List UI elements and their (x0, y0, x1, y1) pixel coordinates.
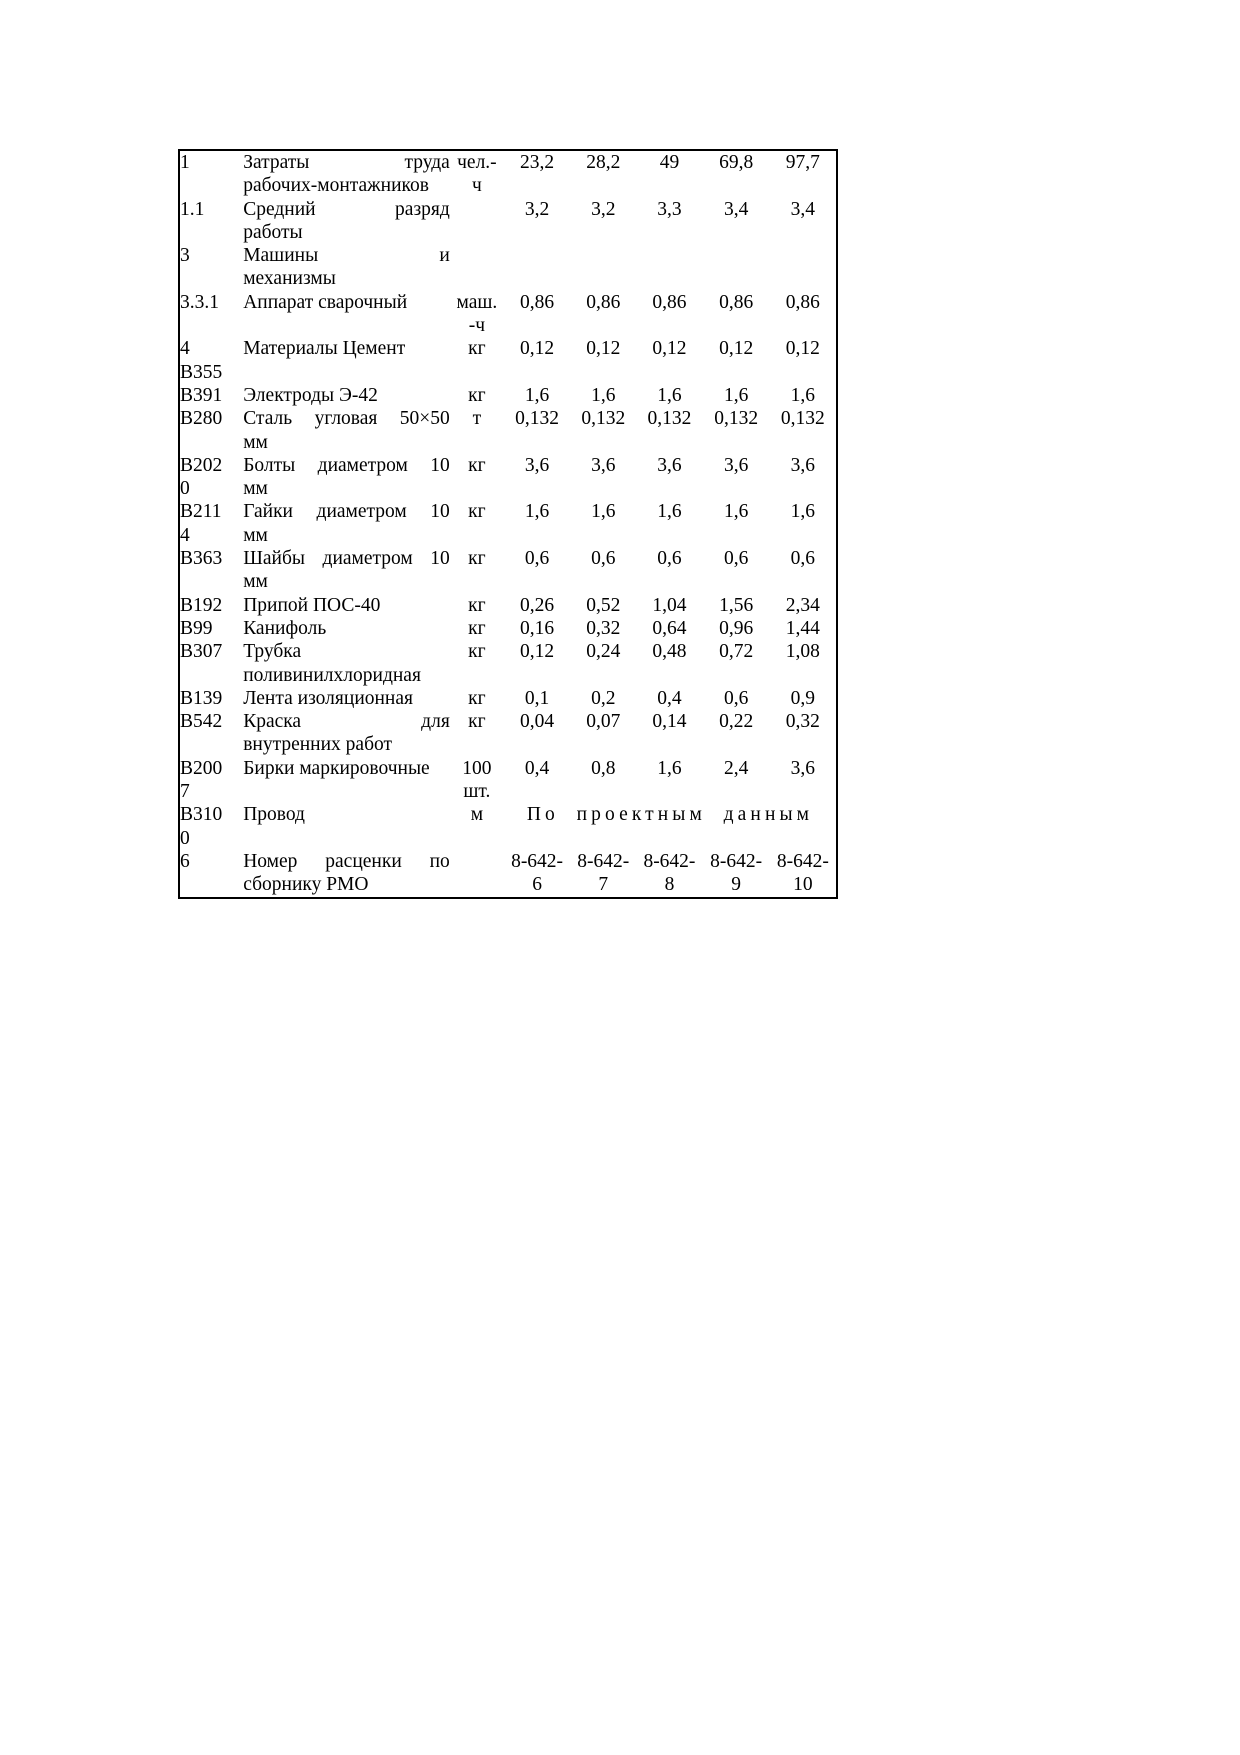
row-value-cell: 3,6 (591, 454, 616, 476)
row-value-cell: 0,12 (719, 338, 754, 360)
row-value-cell: 0,132 (714, 408, 759, 430)
row-value-cell: 0,14 (652, 711, 687, 733)
name-line: Номер расценки по (243, 850, 450, 872)
row-unit-cell: чел.- ч (457, 152, 497, 197)
row-value-cell: 0,72 (719, 641, 754, 663)
row-code-cell: В202 0 (180, 454, 223, 500)
row-value-cell: 2,34 (785, 594, 820, 616)
row-value-cell: 1,6 (790, 501, 816, 523)
table-row (179, 710, 837, 757)
row-value-cell: 0,6 (790, 548, 816, 570)
name-line: мм (243, 431, 268, 453)
row-value-cell: 1,6 (657, 757, 682, 779)
row-value-cell: 1,6 (591, 501, 616, 523)
row-name-cell (243, 291, 450, 338)
table-row (179, 244, 837, 291)
row-value-cell: 1,04 (652, 594, 687, 616)
row-unit-cell: т (472, 408, 482, 430)
row-value-cell: 0,6 (723, 548, 749, 570)
name-line: Электроды Э-42 (243, 384, 378, 406)
row-name-cell (243, 150, 450, 198)
row-value-cell: 8-642- 10 (776, 850, 829, 896)
row-value-cell: 0,6 (657, 548, 682, 570)
row-value-cell: 0,12 (520, 641, 555, 663)
row-value-cell: 49 (659, 152, 680, 173)
row-value-cell: 69,8 (719, 152, 754, 173)
name-line: работы (243, 221, 303, 243)
row-value-cell (570, 244, 636, 291)
table-row (179, 757, 837, 804)
row-value-cell: 97,7 (785, 152, 820, 173)
name-line: Материалы Цемент (243, 338, 406, 360)
row-unit-cell: кг (468, 384, 486, 406)
row-unit-cell: маш. -ч (456, 291, 498, 337)
row-unit-cell: кг (468, 641, 486, 663)
row-value-cell: 3,3 (657, 198, 682, 220)
row-value-cell (636, 244, 702, 291)
row-unit-cell: кг (468, 501, 486, 523)
row-name-cell (243, 687, 450, 710)
row-value-cell: 2,4 (723, 757, 749, 779)
name-line: Гайки диаметром 10 (243, 501, 450, 523)
name-line: Краска для (243, 711, 450, 733)
name-line: поливинилхлоридная (243, 664, 421, 686)
row-value-cell: 0,64 (652, 617, 687, 639)
row-value-cell: 0,96 (719, 617, 754, 639)
row-value-cell: 3,2 (591, 198, 616, 220)
row-code-cell: 3.3.1 (180, 291, 219, 313)
row-value-cell: 0,86 (520, 291, 555, 313)
row-unit-cell: 100 шт. (462, 757, 492, 803)
row-value-cell: 3,6 (790, 757, 816, 779)
name-line: Трубка (243, 641, 302, 663)
row-value-cell: 0,32 (586, 617, 621, 639)
row-value-cell: 0,07 (586, 711, 621, 733)
row-value-cell: 0,22 (719, 711, 754, 733)
row-code-cell: В310 0 (180, 804, 223, 849)
table-row (179, 617, 837, 640)
row-value-cell: 0,48 (652, 641, 687, 663)
row-value-cell: 0,86 (719, 291, 754, 313)
row-value-cell: 1,6 (524, 501, 550, 523)
row-value-cell: 0,86 (785, 291, 820, 313)
table-row (179, 803, 837, 850)
row-name-cell (243, 454, 450, 501)
row-name-cell (243, 198, 450, 245)
table-row (179, 150, 837, 198)
name-line: мм (243, 571, 268, 593)
row-value-cell: 3,4 (790, 198, 816, 220)
row-value-cell: 0,6 (524, 548, 550, 570)
row-value-cell: 8-642- 7 (577, 850, 630, 896)
table-row (179, 640, 837, 687)
table-row (179, 454, 837, 501)
row-value-cell: 3,6 (723, 454, 749, 476)
row-name-cell (243, 384, 450, 407)
row-value-cell: 0,16 (520, 617, 555, 639)
table-row (179, 687, 837, 710)
row-value-cell: 0,32 (785, 711, 820, 733)
row-name-cell (243, 547, 450, 594)
row-value-cell: 8-642- 6 (511, 850, 564, 896)
row-value-cell: 28,2 (586, 152, 621, 173)
name-line: механизмы (243, 268, 336, 290)
row-value-cell: 0,4 (657, 687, 682, 709)
table-row (179, 337, 837, 384)
row-name-cell (243, 757, 450, 804)
row-value-cell: 0,132 (647, 408, 692, 430)
row-value-cell: 23,2 (520, 152, 555, 173)
row-value-cell: 0,132 (581, 408, 626, 430)
row-code-cell: В280 (180, 408, 223, 430)
row-unit-cell: м (470, 804, 484, 826)
row-unit-cell: кг (468, 687, 486, 709)
row-value-cell: 3,6 (524, 454, 550, 476)
row-value-cell: 8-642- 8 (643, 850, 696, 896)
row-name-cell (243, 337, 450, 384)
row-value-cell: 0,86 (652, 291, 687, 313)
name-line: Лента изоляционная (243, 687, 413, 709)
row-value-cell: 3,2 (524, 198, 550, 220)
row-value-cell: 0,12 (652, 338, 687, 360)
row-code-cell: В391 (180, 384, 223, 406)
row-code-cell: В307 (180, 641, 223, 663)
row-name-cell (243, 710, 450, 757)
row-unit-cell: кг (468, 617, 486, 639)
name-line: мм (243, 478, 268, 500)
row-code-cell: 3 (180, 245, 190, 267)
row-unit-cell (450, 850, 504, 898)
row-value-cell: 1,6 (790, 384, 816, 406)
row-value-cell: 3,4 (723, 198, 749, 220)
row-unit-cell: кг (468, 548, 486, 570)
name-line: рабочих-монтажников (243, 175, 429, 197)
table-row (179, 500, 837, 547)
row-name-cell (243, 803, 450, 850)
row-value-cell: 1,44 (785, 617, 820, 639)
row-value-cell: 0,12 (785, 338, 820, 360)
row-value-cell: 0,4 (524, 757, 550, 779)
row-value-cell: 1,6 (723, 384, 749, 406)
row-value-cell (504, 244, 570, 291)
row-value-cell: 0,132 (780, 408, 825, 430)
row-value-cell: 3,6 (790, 454, 816, 476)
row-code-cell: 1 (180, 152, 190, 173)
row-value-cell: 0,24 (586, 641, 621, 663)
row-value-cell: 1,6 (591, 384, 616, 406)
row-code-cell: В542 (180, 711, 223, 733)
name-line: внутренних работ (243, 734, 393, 756)
row-code-cell: В200 7 (180, 757, 223, 803)
name-line: сборнику РМО (243, 874, 369, 896)
table-row (179, 291, 837, 338)
row-value-cell: 1,6 (524, 384, 550, 406)
row-name-cell (243, 850, 450, 898)
row-value-cell: 3,6 (657, 454, 682, 476)
row-name-cell (243, 640, 450, 687)
estimate-table (178, 149, 838, 899)
row-span-value-cell: По проектным данным (526, 804, 814, 826)
table-row (179, 850, 837, 898)
row-value-cell: 0,132 (515, 408, 559, 430)
row-value-cell (703, 244, 770, 291)
row-value-cell: 1,08 (785, 641, 820, 663)
row-value-cell: 1,6 (723, 501, 749, 523)
row-value-cell: 0,2 (591, 687, 616, 709)
row-value-cell: 0,04 (520, 711, 555, 733)
row-name-cell (243, 500, 450, 547)
row-unit-cell (450, 244, 504, 291)
name-line: Аппарат сварочный (243, 291, 408, 313)
row-value-cell: 0,1 (524, 687, 550, 709)
row-name-cell (243, 617, 450, 640)
table-row (179, 384, 837, 407)
row-unit-cell (450, 198, 504, 245)
row-code-cell: 6 (180, 850, 190, 872)
row-value-cell: 0,6 (723, 687, 749, 709)
row-value-cell: 0,6 (591, 548, 616, 570)
name-line: мм (243, 524, 268, 546)
row-code-cell: В139 (180, 687, 223, 709)
row-value-cell: 0,12 (520, 338, 555, 360)
table-row (179, 547, 837, 594)
name-line: Провод (243, 804, 305, 826)
row-value-cell: 1,6 (657, 501, 682, 523)
row-unit-cell: кг (468, 454, 486, 476)
row-value-cell: 1,56 (719, 594, 754, 616)
row-code-cell: В99 (180, 617, 213, 639)
row-value-cell: 1,6 (657, 384, 682, 406)
row-name-cell (243, 594, 450, 617)
name-line: Канифоль (243, 617, 327, 639)
row-value-cell (770, 244, 837, 291)
table-row (179, 407, 837, 454)
row-unit-cell: кг (468, 711, 486, 733)
row-code-cell: 4 В355 (180, 338, 223, 383)
name-line: Припой ПОС-40 (243, 594, 381, 616)
row-code-cell: В192 (180, 594, 223, 616)
name-line: Машины и (243, 245, 450, 267)
name-line: Бирки маркировочные (243, 757, 430, 779)
row-value-cell: 0,12 (586, 338, 621, 360)
row-value-cell: 0,26 (520, 594, 555, 616)
estimate-table-body (179, 150, 837, 898)
row-code-cell: 1.1 (180, 198, 205, 220)
row-value-cell: 0,9 (790, 687, 816, 709)
table-row (179, 594, 837, 617)
name-line: Сталь угловая 50×50 (243, 408, 450, 430)
row-code-cell: В211 4 (180, 501, 222, 546)
row-value-cell: 0,52 (586, 594, 621, 616)
table-row (179, 198, 837, 245)
row-unit-cell: кг (468, 338, 486, 360)
row-name-cell (243, 244, 450, 291)
name-line: Средний разряд (243, 198, 450, 220)
name-line: Затраты труда (243, 152, 450, 173)
row-value-cell: 0,8 (591, 757, 616, 779)
row-unit-cell: кг (468, 594, 486, 616)
row-value-cell: 0,86 (586, 291, 621, 313)
row-name-cell (243, 407, 450, 454)
name-line: Болты диаметром 10 (243, 454, 450, 476)
name-line: Шайбы диаметром 10 (243, 548, 450, 570)
row-value-cell: 8-642- 9 (710, 850, 763, 896)
row-code-cell: В363 (180, 548, 223, 570)
